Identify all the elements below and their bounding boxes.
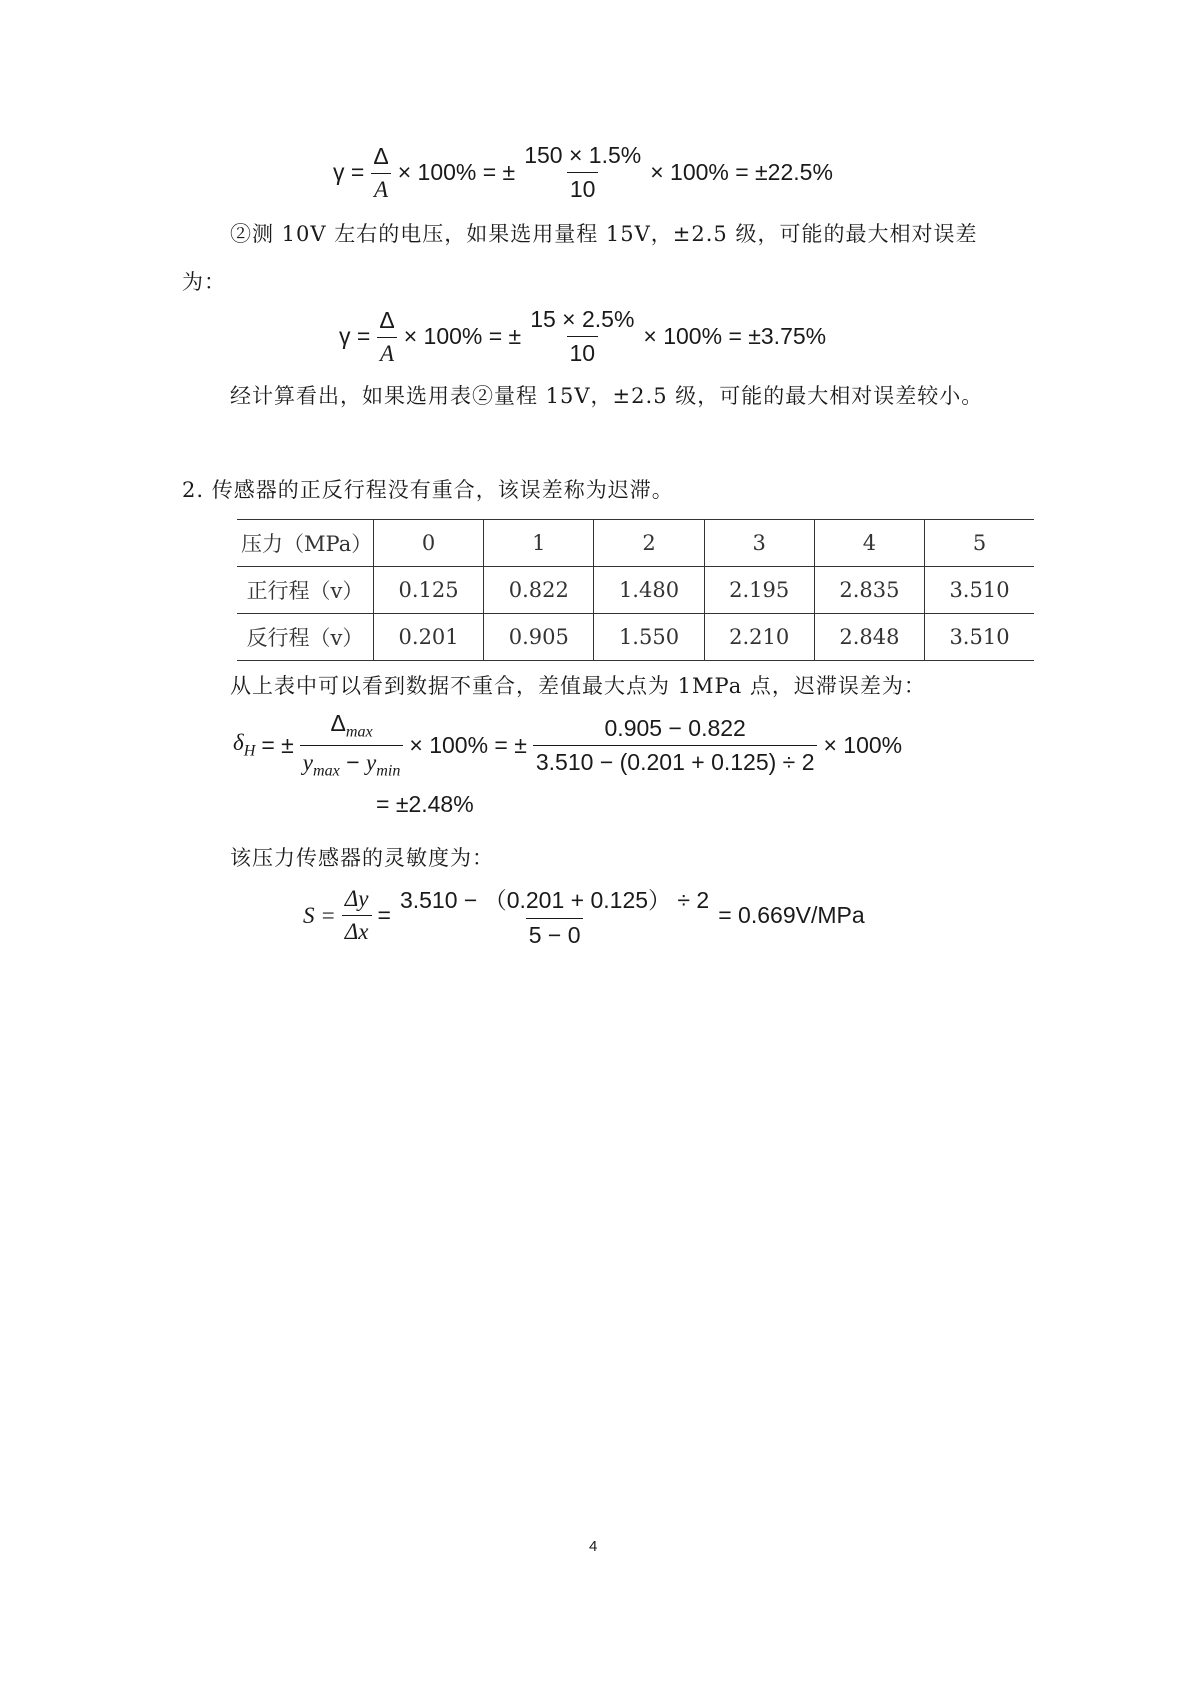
eq2-frac2-numerator: 15 × 2.5% [530, 306, 635, 332]
page-number: 4 [589, 1538, 598, 1555]
table-cell: 0.125 [374, 567, 484, 614]
table-cell: 压力（MPa） [237, 520, 374, 567]
equation-sensitivity [303, 882, 865, 949]
eq4-eq: = [377, 902, 391, 928]
paragraph-option2-line2: 为： [182, 270, 226, 294]
eq1-frac1-numerator: Δ [373, 142, 389, 169]
eq1-fraction-delta-over-a [370, 143, 391, 203]
table-cell: 3.510 [925, 614, 1034, 661]
equation-relative-error-2 [339, 306, 826, 367]
table-cell: 2.848 [814, 614, 924, 661]
eq2-frac1-numerator: Δ [379, 306, 395, 333]
eq3-ymax-subscript: max [313, 762, 340, 780]
eq4-frac2-numerator: 3.510 − （0.201 + 0.125） ÷ 2 [399, 887, 710, 913]
eq3-lhs-subscript: H [243, 742, 256, 760]
eq4-rhs: = 0.669V/MPa [718, 902, 865, 928]
eq4-frac1-denominator: Δx [342, 915, 372, 945]
table-cell: 2.835 [814, 567, 924, 614]
eq3-middle: × 100% = ± [409, 731, 527, 758]
table-cell: 0.905 [484, 614, 594, 661]
eq2-middle: × 100% = ± [403, 323, 522, 349]
eq3-ymin-subscript: min [376, 762, 401, 780]
eq3-ymin: y [366, 749, 377, 775]
table-cell: 0.822 [484, 567, 594, 614]
eq2-fraction-values [527, 306, 637, 367]
eq1-middle: × 100% = ± [397, 159, 516, 185]
equation-hysteresis-error [233, 710, 902, 780]
eq4-frac2-denominator: 5 − 0 [526, 918, 584, 949]
table-cell: 4 [814, 520, 924, 567]
table-cell: 3.510 [925, 567, 1034, 614]
table-cell: 5 [925, 520, 1034, 567]
eq1-frac1-denominator: A [371, 173, 391, 203]
table-cell: 3 [704, 520, 814, 567]
eq2-rhs: × 100% = ±3.75% [643, 323, 827, 349]
eq3-frac2-denominator: 3.510 − (0.201 + 0.125) ÷ 2 [533, 745, 818, 776]
eq3-lhs [233, 730, 255, 761]
eq3-lhs-symbol: δ [233, 729, 244, 755]
eq1-frac2-numerator: 150 × 1.5% [524, 142, 642, 168]
eq2-frac1-denominator: A [377, 337, 397, 367]
paragraph-table-observation: 从上表中可以看到数据不重合，差值最大点为 1MPa 点，迟滞误差为： [230, 674, 926, 698]
paragraph-conclusion: 经计算看出，如果选用表②量程 15V，±2.5 级，可能的最大相对误差较小。 [230, 384, 984, 408]
eq3-rhs: × 100% [823, 731, 903, 758]
eq3-fraction-symbolic [300, 710, 404, 780]
table-cell: 1 [484, 520, 594, 567]
table-cell: 2 [594, 520, 704, 567]
paragraph-option2-line1: ②测 10V 左右的电压，如果选用量程 15V，±2.5 级，可能的最大相对误差 [230, 222, 978, 246]
eq4-frac1-numerator: Δy [344, 886, 369, 911]
table-cell: 反行程（v） [237, 614, 374, 661]
eq3-frac1-denominator [300, 745, 404, 781]
eq1-fraction-values [521, 142, 644, 203]
table-cell: 0 [374, 520, 484, 567]
table-cell: 2.195 [704, 567, 814, 614]
eq3-delta: Δ [330, 710, 346, 736]
table-row-pressure [237, 520, 1034, 567]
eq4-lhs: S = [303, 902, 336, 928]
eq1-lhs: γ = [333, 159, 365, 185]
eq3-ymax: y [302, 749, 313, 775]
eq1-frac2-denominator: 10 [567, 172, 599, 203]
table-row-forward [237, 567, 1034, 614]
eq4-fraction-values [397, 882, 712, 949]
eq4-fraction-symbolic [342, 886, 372, 945]
eq2-fraction-delta-over-a [376, 307, 397, 367]
eq2-frac2-denominator: 10 [567, 336, 599, 367]
list-item-2: 2. 传感器的正反行程没有重合，该误差称为迟滞。 [182, 478, 674, 502]
paragraph-sensitivity-intro: 该压力传感器的灵敏度为： [230, 846, 494, 870]
table-cell: 1.480 [594, 567, 704, 614]
table-cell: 2.210 [704, 614, 814, 661]
equation-relative-error-1 [333, 142, 833, 203]
hysteresis-table [237, 519, 1034, 661]
eq3-frac1-numerator [327, 710, 375, 745]
eq3-minus: − [339, 748, 367, 775]
eq2-lhs: γ = [339, 323, 371, 349]
eq3-result: = ±2.48% [376, 791, 474, 817]
eq3-eq: = ± [261, 731, 294, 758]
eq3-fraction-values [533, 715, 818, 776]
table-cell: 0.201 [374, 614, 484, 661]
table-row-reverse [237, 614, 1034, 661]
table-cell: 1.550 [594, 614, 704, 661]
eq3-delta-subscript: max [345, 723, 373, 741]
table-cell: 正行程（v） [237, 567, 374, 614]
eq1-rhs: × 100% = ±22.5% [650, 159, 833, 185]
eq3-frac2-numerator: 0.905 − 0.822 [604, 714, 746, 741]
